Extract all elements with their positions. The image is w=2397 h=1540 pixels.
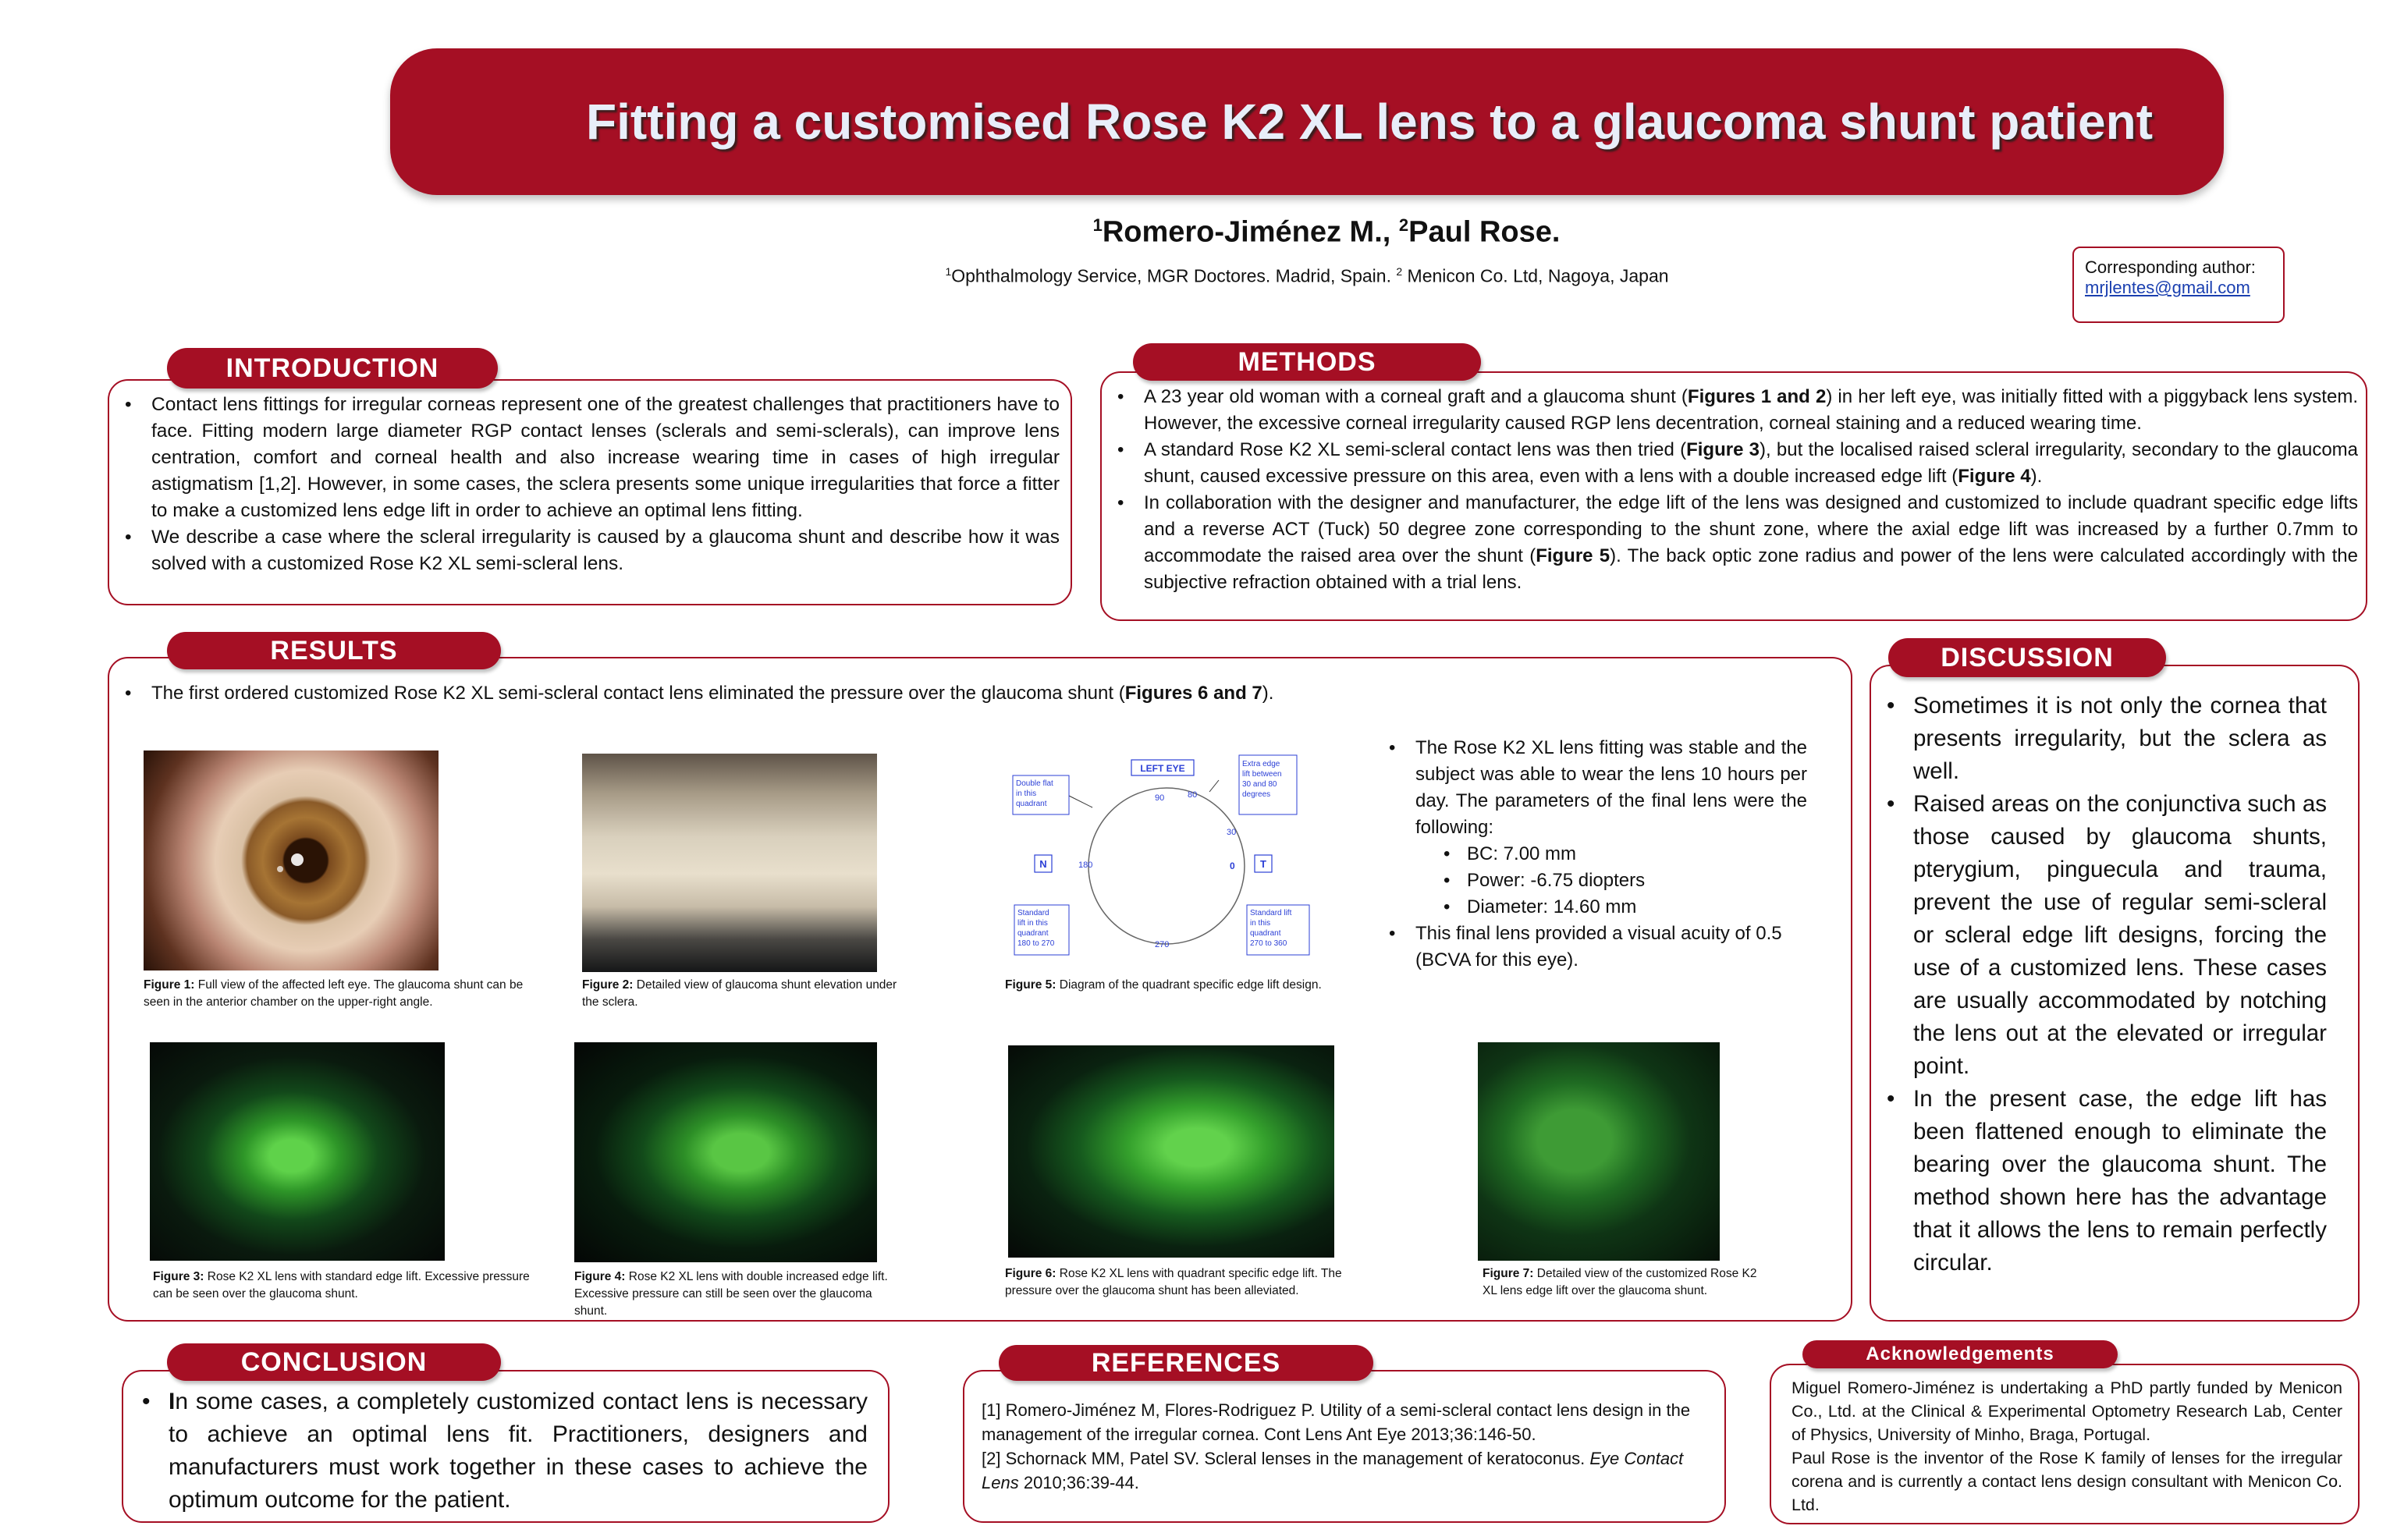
conclusion-heading: CONCLUSION bbox=[167, 1343, 501, 1381]
diagram-box-bottom-right: Standard lift in this quadrant 270 to 360 bbox=[1250, 909, 1292, 948]
results-side-bullet: • This final lens provided a visual acuity of 0.5 (BCVA for this eye). bbox=[1415, 921, 1807, 974]
results-side-text bbox=[1381, 735, 1807, 974]
lens-param-power: • Power: -6.75 diopters bbox=[1467, 868, 1807, 894]
introduction-bullet: • Contact lens fittings for irregular corneas represent one of the greatest challenges that practitioners have to face. Fitting modern large diameter RGP contact lenses (sclerals and semi-sclerals), can improve lens centration, comfort and corneal health and also increase wearing time in cases of high irregular astigmatism [1,2]. However, in some cases, the sclera presents some unique irregularities that force a fitter to make a customized lens edge lift in order to achieve an optimal lens fitting. bbox=[151, 392, 1060, 524]
figure-7-image bbox=[1478, 1042, 1720, 1261]
methods-bullet: • A 23 year old woman with a corneal graft and a glaucoma shunt (Figures 1 and 2) in her left eye, was initially fitted with a piggyback lens system. However, the excessive corneal irregularity caused RGP lens decentration, corneal staining and a reduced wearing time. bbox=[1144, 384, 2358, 437]
discussion-bullet: • Sometimes it is not only the cornea that presents irregularity, but the sclera as well. bbox=[1913, 690, 2327, 788]
corresponding-email-link[interactable]: mrjlentes@gmail.com bbox=[2085, 278, 2250, 297]
figure-6-caption: Figure 6: Rose K2 XL lens with quadrant specific edge lift. The pressure over the glaucoma shunt has been alleviated. bbox=[1005, 1267, 1342, 1297]
eye-photo-1 bbox=[144, 750, 439, 970]
results-heading: RESULTS bbox=[167, 632, 501, 669]
reference-2: [2] Schornack MM, Patel SV. Scleral lenses in the management of keratoconus. Eye Contact Lens 2010;36:39-44. bbox=[982, 1449, 1684, 1492]
methods-bullet: • A standard Rose K2 XL semi-scleral contact lens was then tried (Figure 3), but the localised raised scleral irregularity, secondary to the glaucoma shunt, caused excessive pressure on this area, even with a lens with a double increased edge lift (Figure 4). bbox=[1144, 437, 2358, 490]
references-text bbox=[982, 1398, 1712, 1495]
corresponding-author-box bbox=[2072, 247, 2285, 323]
introduction-text bbox=[117, 392, 1060, 577]
figure-7-caption: Figure 7: Detailed view of the customized Rose K2 XL lens edge lift over the glaucoma shunt. bbox=[1483, 1267, 1757, 1297]
figure-1-image bbox=[144, 750, 439, 970]
reference-1: [1] Romero-Jiménez M, Flores-Rodriguez P. Utility of a semi-scleral contact lens design in the management of the irregular cornea. Cont Lens Ant Eye 2013;36:146-50. bbox=[982, 1400, 1691, 1444]
corresponding-label: Corresponding author: bbox=[2085, 257, 2256, 277]
edge-lift-diagram bbox=[1007, 749, 1319, 967]
methods-bullet: • In collaboration with the designer and manufacturer, the edge lift of the lens was designed and customized to include quadrant specific edge lifts and a reverse ACT (Tuck) 50 degree zone corresponding to the shunt zone, where the axial edge lift was increased by a further 0.7mm to accommodate the raised area over the shunt (Figure 5). The back optic zone radius and power of the lens were calculated accordingly with the subjective refraction obtained with a trial lens. bbox=[1144, 490, 2358, 596]
figure-1-caption: Figure 1: Full view of the affected left eye. The glaucoma shunt can be seen in the anterior chamber on the upper-right angle. bbox=[144, 978, 524, 1009]
diagram-box-top-left: Double flat in this quadrant bbox=[1016, 779, 1053, 808]
figure-6-image bbox=[1008, 1045, 1334, 1258]
conclusion-text: • In some cases, a completely customized contact lens is necessary to achieve an optimal lens fit. Practitioners, designers and manufacturers must work together in these cases to achieve the optimum outcome for the patient. bbox=[134, 1386, 868, 1517]
diagram-deg-270: 270 bbox=[1155, 940, 1170, 949]
affiliations bbox=[702, 265, 1912, 287]
results-side-bullet: • The Rose K2 XL lens fitting was stable and the subject was able to wear the lens 10 hours per day. The parameters of the final lens were the following: bbox=[1415, 735, 1807, 841]
author2-name: Paul Rose. bbox=[1408, 215, 1561, 249]
author1-sup: 1 bbox=[1092, 215, 1103, 235]
acknowledgement-1: Miguel Romero-Jiménez is undertaking a PhD partly funded by Menicon Co., Ltd. at the Clinical & Experimental Optometry Research Lab, Center of Physics, University of Minho, Braga, Portugal. bbox=[1792, 1379, 2342, 1444]
diagram-deg-180: 180 bbox=[1078, 860, 1093, 870]
figure-5-diagram bbox=[1007, 749, 1319, 967]
diagram-deg-0: 0 bbox=[1230, 860, 1235, 871]
figure-2-image bbox=[582, 754, 877, 972]
figure-4-caption: Figure 4: Rose K2 XL lens with double increased edge lift. Excessive pressure can still be seen over the glaucoma shunt. bbox=[574, 1270, 888, 1318]
lens-param-bc: • BC: 7.00 mm bbox=[1467, 841, 1807, 868]
introduction-bullet: • We describe a case where the scleral irregularity is caused by a glaucoma shunt and describe how it was solved with a customized Rose K2 XL semi-scleral lens. bbox=[151, 524, 1060, 577]
author1-name: Romero-Jiménez M., bbox=[1102, 215, 1399, 249]
figure-3-caption: Figure 3: Rose K2 XL lens with standard edge lift. Excessive pressure can be seen over the glaucoma shunt. bbox=[153, 1270, 530, 1300]
discussion-bullet: • Raised areas on the conjunctiva such as those caused by glaucoma shunts, pterygium, pinguecula and trauma, prevent the use of regular semi-scleral or scleral edge lift designs, forcing the use of a customized lens. These cases are usually accommodated by notching the lens out at the elevated or irregular point. bbox=[1913, 788, 2327, 1083]
references-heading: REFERENCES bbox=[999, 1345, 1373, 1381]
introduction-heading: INTRODUCTION bbox=[167, 348, 498, 389]
poster-title: Fitting a customised Rose K2 XL lens to a glaucoma shunt patient bbox=[585, 94, 2154, 150]
discussion-text bbox=[1879, 690, 2327, 1279]
discussion-heading: DISCUSSION bbox=[1888, 638, 2166, 677]
author2-sup: 2 bbox=[1398, 215, 1409, 235]
acknowledgements-text bbox=[1792, 1376, 2342, 1517]
diagram-box-top-right: Extra edge lift between 30 and 80 degrees bbox=[1242, 760, 1282, 799]
methods-text bbox=[1110, 384, 2358, 596]
affil1-text: Ophthalmology Service, MGR Doctores. Madrid, Spain. bbox=[951, 265, 1397, 286]
acknowledgements-heading: Acknowledgements bbox=[1802, 1340, 2118, 1368]
diagram-temporal-label: T bbox=[1260, 858, 1266, 870]
lens-param-diameter: • Diameter: 14.60 mm bbox=[1467, 894, 1807, 921]
affil2-sup: 2 bbox=[1396, 265, 1403, 278]
diagram-deg-90: 90 bbox=[1155, 793, 1165, 803]
discussion-bullet: • In the present case, the edge lift has been flattened enough to eliminate the bearing over the glaucoma shunt. The method shown here has the advantage that it allows the lens to remain perfectly circular. bbox=[1913, 1083, 2327, 1279]
figure-4-image bbox=[574, 1042, 877, 1262]
affil2-text: Menicon Co. Ltd, Nagoya, Japan bbox=[1402, 265, 1669, 286]
authors bbox=[780, 215, 1873, 250]
methods-heading: METHODS bbox=[1133, 343, 1481, 381]
affil1-sup: 1 bbox=[945, 265, 952, 278]
figure-2-caption: Figure 2: Detailed view of glaucoma shunt elevation under the sclera. bbox=[582, 978, 897, 1009]
diagram-title: LEFT EYE bbox=[1140, 763, 1185, 774]
acknowledgement-2: Paul Rose is the inventor of the Rose K family of lenses for the irregular corena and is currently a contact lens design consultant with Menicon Co. Ltd. bbox=[1792, 1449, 2342, 1514]
figure-5-caption: Figure 5: Diagram of the quadrant specific edge lift design. bbox=[1005, 978, 1322, 992]
diagram-box-bottom-left: Standard lift in this quadrant 180 to 270 bbox=[1017, 909, 1055, 948]
diagram-nasal-label: N bbox=[1039, 858, 1047, 870]
results-intro: • The first ordered customized Rose K2 XL semi-scleral contact lens eliminated the pressure over the glaucoma shunt (Figures 6 and 7). bbox=[117, 680, 1834, 707]
diagram-deg-80: 80 bbox=[1188, 790, 1198, 800]
figure-3-image bbox=[150, 1042, 445, 1261]
diagram-deg-30: 30 bbox=[1227, 828, 1237, 837]
